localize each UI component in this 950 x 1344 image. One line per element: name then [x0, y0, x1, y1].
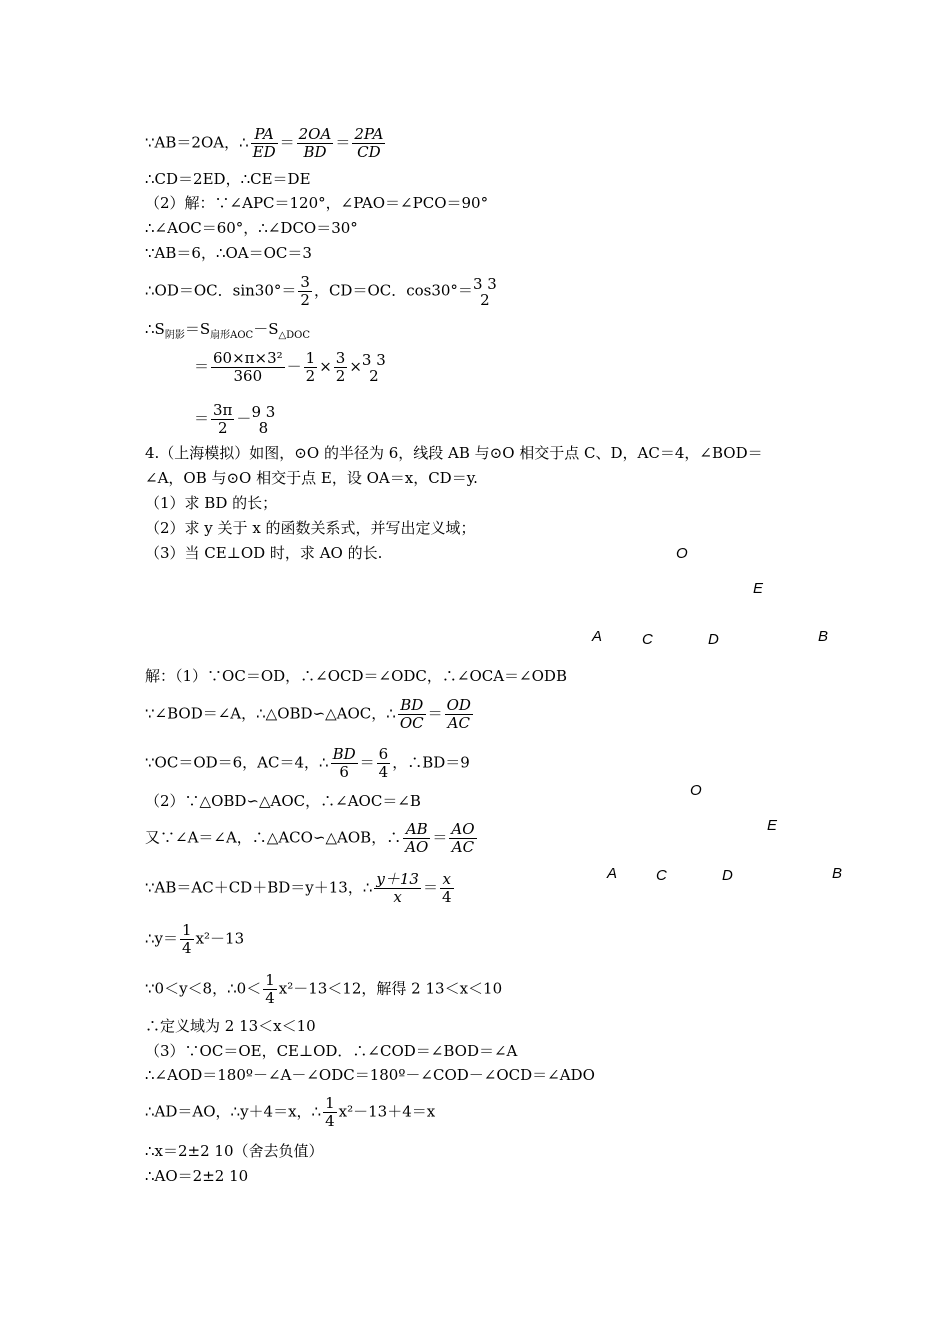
question-1: （1）求 BD 的长；	[145, 494, 278, 512]
fraction-3-2b: $\frac{3}{2}$	[335, 349, 346, 385]
fraction-1-4c: $\frac{1}{4}$	[325, 1094, 335, 1130]
solution-line1: 解：（1）∵OC＝OD，∴∠OCD＝∠ODC，∴∠OCA＝∠ODB	[145, 667, 567, 685]
fraction-2oa-bd: $\frac{2OA}{BD}$	[298, 125, 332, 161]
line-area-calc: ＝ $\frac{\text{60×π×3²}}{360}$ － $\frac{1}{2}$ × $\frac{3}{2}$ × 3 3 2	[194, 349, 386, 385]
fraction-ao-ac: $\frac{AO}{AC}$	[451, 820, 475, 856]
point-label-e-2: E	[767, 817, 778, 834]
solution-line14: ∴AO＝2±2 10	[145, 1167, 249, 1185]
point-label-b: B	[818, 628, 829, 645]
fraction-6-4: $\frac{6}{4}$	[378, 745, 389, 781]
line-cd-2ed: ∴CD＝2ED，∴CE＝DE	[145, 170, 311, 188]
line-ab-6: ∵AB＝6，∴OA＝OC＝3	[145, 244, 312, 262]
point-label-b-2: B	[832, 865, 843, 882]
fraction-1-4b: $\frac{1}{4}$	[265, 971, 275, 1007]
solution-line2: ∵∠BOD＝∠A，∴△OBD∽△AOC，∴ $\frac{BD}{OC}$ ＝ $\frac{OD}{AC}$	[145, 696, 471, 732]
sqrt-fraction: 3 3 2	[472, 274, 497, 309]
fraction-2pa-cd: $\frac{2PA}{CD}$	[354, 125, 384, 161]
point-label-e: E	[753, 580, 764, 597]
line-od-cd-values: ∴OD＝OC．sin30°＝ $\frac{3}{2}$ ，CD＝OC．cos30°＝ 3 3 2	[145, 273, 497, 309]
line-part2-angles: （2）解：∵∠APC＝120°，∠PAO＝∠PCO＝90°	[145, 194, 489, 212]
point-label-c: C	[642, 631, 653, 648]
solution-line5: 又∵∠A＝∠A，∴△ACO∽△AOB，∴ $\frac{AB}{AO}$ ＝ $\frac{AO}{AC}$	[145, 820, 475, 856]
fraction-pa-ed: $\frac{PA}{ED}$	[252, 125, 276, 161]
solution-line6: ∵AB＝AC＋CD＋BD＝y＋13，∴ $\frac{y+13}{x}$ ＝ $\frac{x}{4}$	[145, 870, 452, 906]
fraction-od-ac: $\frac{OD}{AC}$	[446, 696, 471, 732]
fraction-3-2: $\frac{3}{2}$	[300, 273, 310, 309]
solution-line11: ∴∠AOD＝180º－∠A－∠ODC＝180º－∠COD－∠OCD＝∠ADO	[145, 1066, 595, 1084]
solution-line7: ∴y＝ $\frac{1}{4}$ x²－13	[145, 921, 245, 957]
solution-line13: ∴x＝2±2 10（舍去负值）	[145, 1142, 324, 1160]
sqrt-fraction-c: 9 3 8	[251, 402, 276, 437]
line-shaded-area: $\therefore S_{阴影}=S_{扇形AOC}-S_{\triangle DOC}$	[145, 320, 311, 341]
point-label-a: A	[592, 628, 603, 645]
fraction-x-4: $\frac{x}{4}$	[441, 870, 452, 906]
solution-line8: ∵0＜y＜8，∴0＜ $\frac{1}{4}$ x²－13＜12，解得 2 13＜x＜10	[145, 971, 503, 1007]
fraction-y13-x: $\frac{y+13}{x}$	[376, 870, 419, 906]
fraction-bd-6: $\frac{BD}{6}$	[332, 745, 356, 781]
line-ab-2oa: ∵AB＝2OA，∴ $\frac{PA}{ED}$ ＝ $\frac{2OA}{BD}$ ＝ $\frac{2PA}{CD}$	[145, 125, 384, 161]
point-label-a-2: A	[607, 865, 618, 882]
fraction-1-2: $\frac{1}{2}$	[305, 349, 316, 385]
point-label-o: O	[676, 545, 688, 562]
point-label-c-2: C	[656, 867, 667, 884]
line-aoc-60: ∴∠AOC＝60°，∴∠DCO＝30°	[145, 219, 358, 237]
point-label-d-2: D	[722, 867, 733, 884]
fraction-bd-oc: $\frac{BD}{OC}$	[399, 696, 424, 732]
solution-line9: ∴定义域为 2 13＜x＜10	[145, 1017, 316, 1035]
solution-line12: ∴AD＝AO，∴y＋4＝x，∴ $\frac{1}{4}$ x²－13＋4＝x	[145, 1094, 436, 1130]
question-2: （2）求 y 关于 x 的函数关系式，并写出定义域；	[145, 519, 476, 537]
fraction-sector: $\frac{\text{60×π×3²}}{360}$	[213, 349, 283, 385]
line-area-result: ＝ $\frac{3\pi}{2}$ － 9 3 8	[194, 401, 276, 437]
solution-line4: （2）∵△OBD∽△AOC，∴∠AOC＝∠B	[145, 792, 421, 810]
point-label-o-2: O	[690, 782, 702, 799]
fraction-ab-ao: $\frac{AB}{AO}$	[405, 820, 429, 856]
text: ∵AB＝2OA，∴	[145, 133, 249, 152]
sqrt-fraction-b: 3 3 2	[361, 350, 386, 385]
point-label-d: D	[708, 631, 719, 648]
solution-line10: （3）∵OC＝OE，CE⊥OD．∴∠COD＝∠BOD＝∠A	[145, 1042, 518, 1060]
question-3: （3）当 CE⊥OD 时，求 AO 的长.	[145, 544, 383, 562]
fraction-3pi-2: $\frac{3\pi}{2}$	[213, 401, 233, 437]
fraction-1-4: $\frac{1}{4}$	[182, 921, 192, 957]
solution-line3: ∵OC＝OD＝6，AC＝4，∴ $\frac{BD}{6}$ ＝ $\frac{6}{4}$ ，∴BD＝9	[145, 745, 470, 781]
problem-4-line1: 4.（上海模拟）如图，⊙O 的半径为 6，线段 AB 与⊙O 相交于点 C、D，AC＝4，∠BOD＝	[145, 444, 763, 462]
problem-4-line2: ∠A，OB 与⊙O 相交于点 E，设 OA＝x，CD＝y.	[145, 469, 478, 487]
